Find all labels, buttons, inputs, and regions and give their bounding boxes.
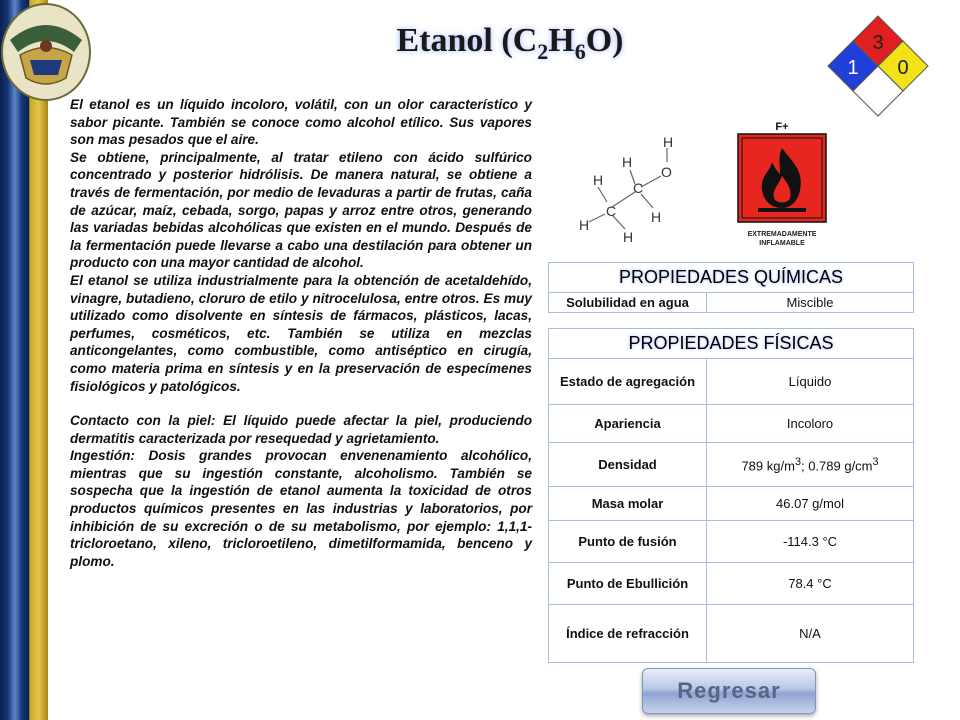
nfpa-health: 1 xyxy=(847,57,859,79)
side-bar-highlight xyxy=(8,0,22,720)
property-label: Estado de agregación xyxy=(549,359,707,405)
density-exponent-a: 3 xyxy=(794,455,801,468)
density-value-a: 789 kg/m xyxy=(741,458,795,474)
title-text-h: H xyxy=(548,22,575,59)
property-label: Punto de Ebullición xyxy=(549,563,707,605)
paragraph-gap xyxy=(70,395,532,412)
nfpa-reactivity: 0 xyxy=(897,57,909,79)
atom-c: C xyxy=(633,180,644,196)
table-row xyxy=(549,605,914,663)
property-value: Incoloro xyxy=(707,405,914,443)
title-text: Etanol (C xyxy=(396,22,538,59)
paragraph-skin-contact: Contacto con la piel: El líquido puede afectar la piel, produciendo dermatitis caracterizada por resequedad y agrietamiento. xyxy=(70,413,532,446)
atom-c: C xyxy=(606,203,617,219)
property-label: Índice de refracción xyxy=(549,605,707,663)
table-row xyxy=(549,359,914,405)
property-value: -114.3 °C xyxy=(707,521,914,563)
atom-h: H xyxy=(579,217,590,233)
hazard-caption-line1: EXTREMADAMENTE xyxy=(747,231,817,238)
property-label: Apariencia xyxy=(549,405,707,443)
atom-h: H xyxy=(593,172,604,188)
paragraph-production: Se obtiene, principalmente, al tratar etileno con ácido sulfúrico concentrado y posterior hidrólisis. De manera natural, se obtiene a través de fermentación, por medio de levaduras a partir de frutas, caña de azúcar, maíz, cebada, sorgo, papas y arroz entre otros, generando las variadas bebidas alcohólicas que existen en el mundo. Después de la fermentación puede llevarse a cabo una destilación para obtener un producto con una mayor cantidad de alcohol. xyxy=(70,149,532,271)
property-value: 46.07 g/mol xyxy=(707,487,914,521)
atom-h: H xyxy=(651,209,662,225)
chemical-properties-table xyxy=(548,262,914,313)
physical-properties-heading: PROPIEDADES FÍSICAS xyxy=(549,329,914,359)
property-label: Masa molar xyxy=(549,487,707,521)
side-decorative-bar xyxy=(0,0,48,720)
property-value: Miscible xyxy=(707,293,914,313)
table-row xyxy=(549,563,914,605)
page-title xyxy=(380,22,640,72)
physical-properties-table xyxy=(548,328,914,663)
atom-o: O xyxy=(661,164,672,180)
description-text xyxy=(70,96,532,570)
table-row xyxy=(549,487,914,521)
atom-h: H xyxy=(663,134,674,150)
back-button[interactable]: Regresar xyxy=(642,668,816,714)
hazard-caption-line2: INFLAMABLE xyxy=(759,240,805,247)
table-row xyxy=(549,443,914,487)
nfpa-flammability: 3 xyxy=(872,32,884,54)
table-row xyxy=(549,521,914,563)
title-text-o: O) xyxy=(585,22,624,59)
ethanol-structure-diagram xyxy=(575,130,695,250)
hazard-code: F+ xyxy=(775,121,789,133)
title-subscript-c: 2 xyxy=(537,38,549,64)
property-label: Punto de fusión xyxy=(549,521,707,563)
property-value: Líquido xyxy=(707,359,914,405)
property-value: 78.4 °C xyxy=(707,563,914,605)
property-label: Solubilidad en agua xyxy=(549,293,707,313)
property-value xyxy=(707,443,914,487)
table-row xyxy=(549,405,914,443)
paragraph-ingestion: Ingestión: Dosis grandes provocan envenenamiento alcohólico, mientras que su ingestión constante, alcoholismo. También se sospecha que la ingestión de etanol aumenta la toxicidad de otros productos químicos presentes en las industrias y laboratorios, por inhibición de su excreción o de su metabolismo, por ejemplo: 1,1,1-tricloroetano, xileno, tricloroetileno, dimetilformamida, benceno y plomo. xyxy=(70,448,532,569)
density-value-b: ; 0.789 g/cm xyxy=(800,458,873,474)
paragraph-uses: El etanol se utiliza industrialmente para la obtención de acetaldehído, vinagre, butadieno, cloruro de etilo y nitrocelulosa, entre otros. Es muy utilizado como disolvente en síntesis de fármacos, plásticos, lacas, perfumes, cosméticos, etc. También se utiliza en mezclas anticongelantes, como combustible, como antiséptico en cirugía, como materia prima en síntesis y en la preservación de especímenes fisiológicos y patológicos. xyxy=(70,272,532,394)
atom-h: H xyxy=(622,154,633,170)
chemical-properties-heading: PROPIEDADES QUÍMICAS xyxy=(549,263,914,293)
nfpa-diamond-icon xyxy=(826,14,930,118)
paragraph-description: El etanol es un líquido incoloro, volátil, con un olor característico y sabor picante. También se conoce como alcohol etílico. Sus vapores son mas pesados que el aire. xyxy=(70,97,532,148)
flammable-hazard-pictogram xyxy=(734,118,830,250)
title-subscript-h: 6 xyxy=(574,38,586,64)
university-emblem-logo xyxy=(0,0,100,105)
property-label: Densidad xyxy=(549,443,707,487)
table-row xyxy=(549,293,914,313)
density-exponent-b: 3 xyxy=(872,455,879,468)
atom-h: H xyxy=(623,229,634,245)
property-value: N/A xyxy=(707,605,914,663)
